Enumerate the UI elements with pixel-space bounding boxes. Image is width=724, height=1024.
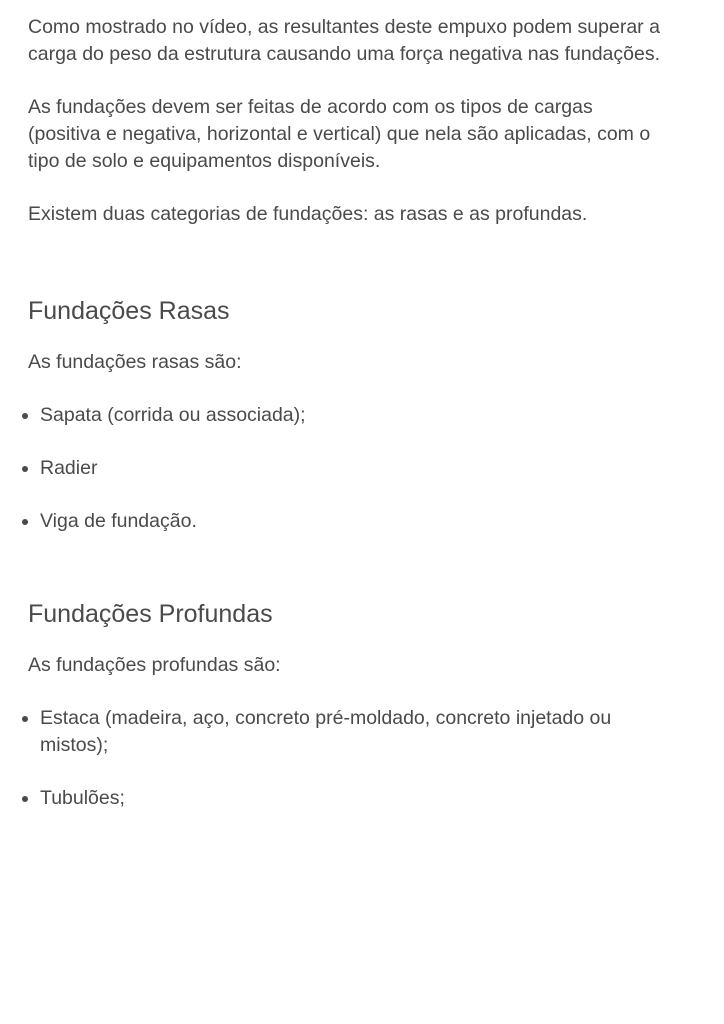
section-title-rasas: Fundações Rasas <box>28 297 230 325</box>
list-item-text: Tubulões; <box>40 787 125 809</box>
list-item <box>28 508 664 535</box>
list-item-text: Radier <box>40 457 98 479</box>
list-item <box>28 402 664 429</box>
list-item-text: Estaca (madeira, aço, concreto pré-moldado, concreto injetado ou mistos); <box>40 707 612 756</box>
bullet-icon <box>22 413 28 419</box>
section-intro-rasas: As fundações rasas são: <box>28 351 242 373</box>
section-intro-profundas: As fundações profundas são: <box>28 654 281 676</box>
list-item-text: Sapata (corrida ou associada); <box>40 404 306 426</box>
list-fundacoes-rasas <box>28 402 664 535</box>
paragraph-empuxo: Como mostrado no vídeo, as resultantes deste empuxo podem superar a carga do peso da estrutura causando uma força negativa nas fundações. <box>28 16 660 65</box>
bullet-icon <box>22 796 28 802</box>
list-item <box>28 705 664 759</box>
bullet-icon <box>22 519 28 525</box>
paragraph-cargas: As fundações devem ser feitas de acordo com os tipos de cargas (positiva e negativa, horizontal e vertical) que nela são aplicadas, com o tipo de solo e equipamentos disponíveis. <box>28 96 651 172</box>
list-item-text: Viga de fundação. <box>40 510 197 532</box>
bullet-icon <box>22 716 28 722</box>
list-item <box>28 455 664 482</box>
section-title-profundas: Fundações Profundas <box>28 600 273 628</box>
bullet-icon <box>22 466 28 472</box>
list-fundacoes-profundas <box>28 705 664 812</box>
paragraph-categorias: Existem duas categorias de fundações: as rasas e as profundas. <box>28 203 588 225</box>
list-item <box>28 785 664 812</box>
